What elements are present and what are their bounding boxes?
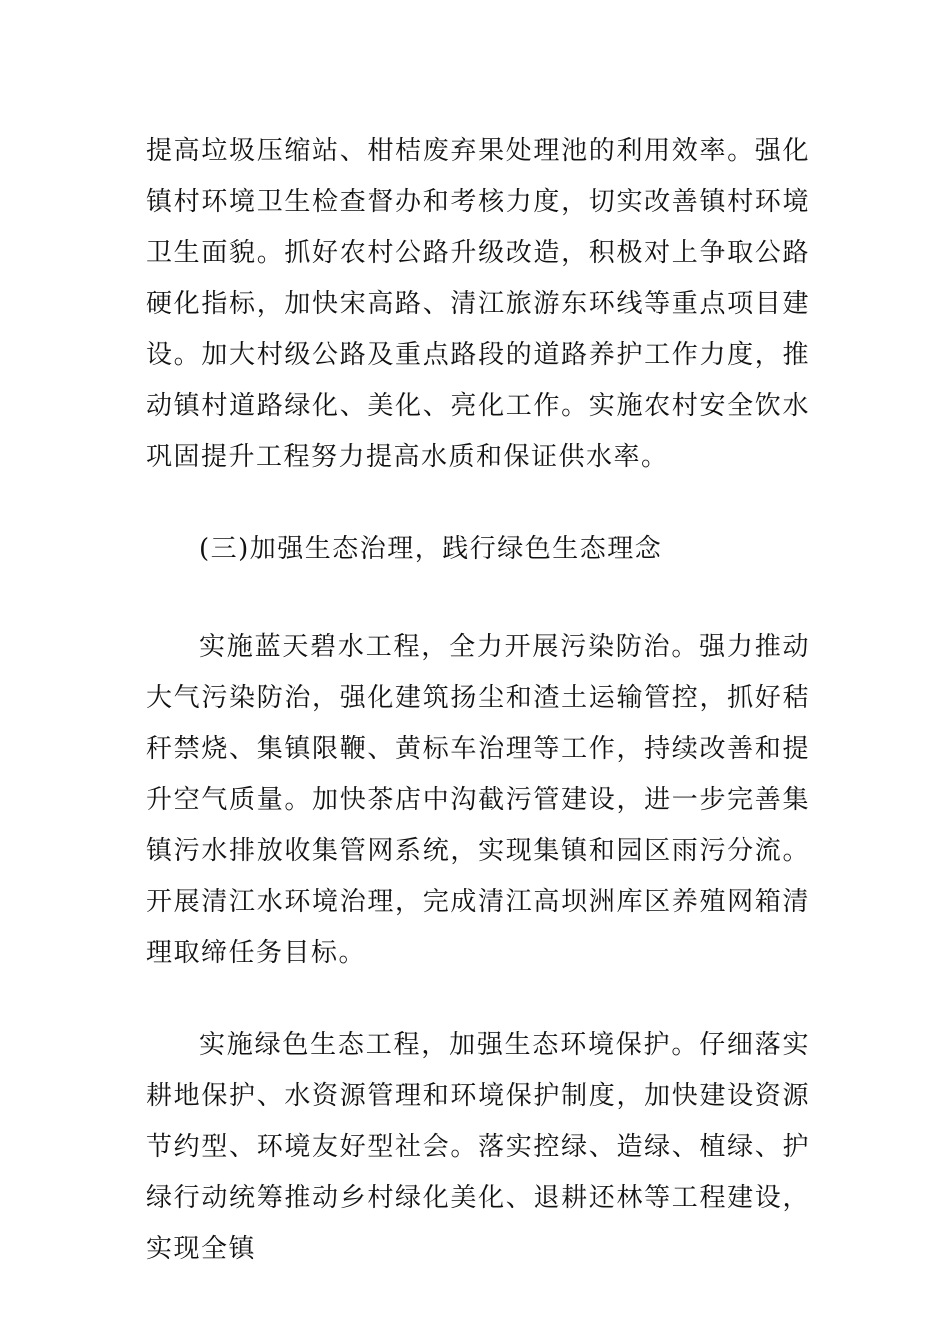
body-paragraph-continued: 提高垃圾压缩站、柑桔废弃果处理池的利用效率。强化镇村环境卫生检查督办和考核力度，切实改善镇村环境卫生面貌。抓好农村公路升级改造，积极对上争取公路硬化指标，加快宋高路、清江旅游东环线等重点项目建设。加大村级公路及重点路段的道路养护工作力度，推动镇村道路绿化、美化、亮化工作。实施农村安全饮水巩固提升工程努力提高水质和保证供水率。 xyxy=(146,136,810,472)
body-paragraph-pollution: 实施蓝天碧水工程，全力开展污染防治。强力推动大气污染防治，强化建筑扬尘和渣土运输管控，抓好秸秆禁烧、集镇限鞭、黄标车治理等工作，持续改善和提升空气质量。加快茶店中沟截污管建设，进一步完善集镇污水排放收集管网系统，实现集镇和园区雨污分流。开展清江水环境治理，完成清江高坝洲库区养殖网箱清理取缔任务目标。 xyxy=(146,632,810,968)
section-heading-3: (三)加强生态治理，践行绿色生态理念 xyxy=(199,534,663,564)
body-paragraph-ecology: 实施绿色生态工程，加强生态环境保护。仔细落实耕地保护、水资源管理和环境保护制度，加快建设资源节约型、环境友好型社会。落实控绿、造绿、植绿、护绿行动统筹推动乡村绿化美化、退耕还林等工程建设，实现全镇 xyxy=(146,1030,810,1264)
